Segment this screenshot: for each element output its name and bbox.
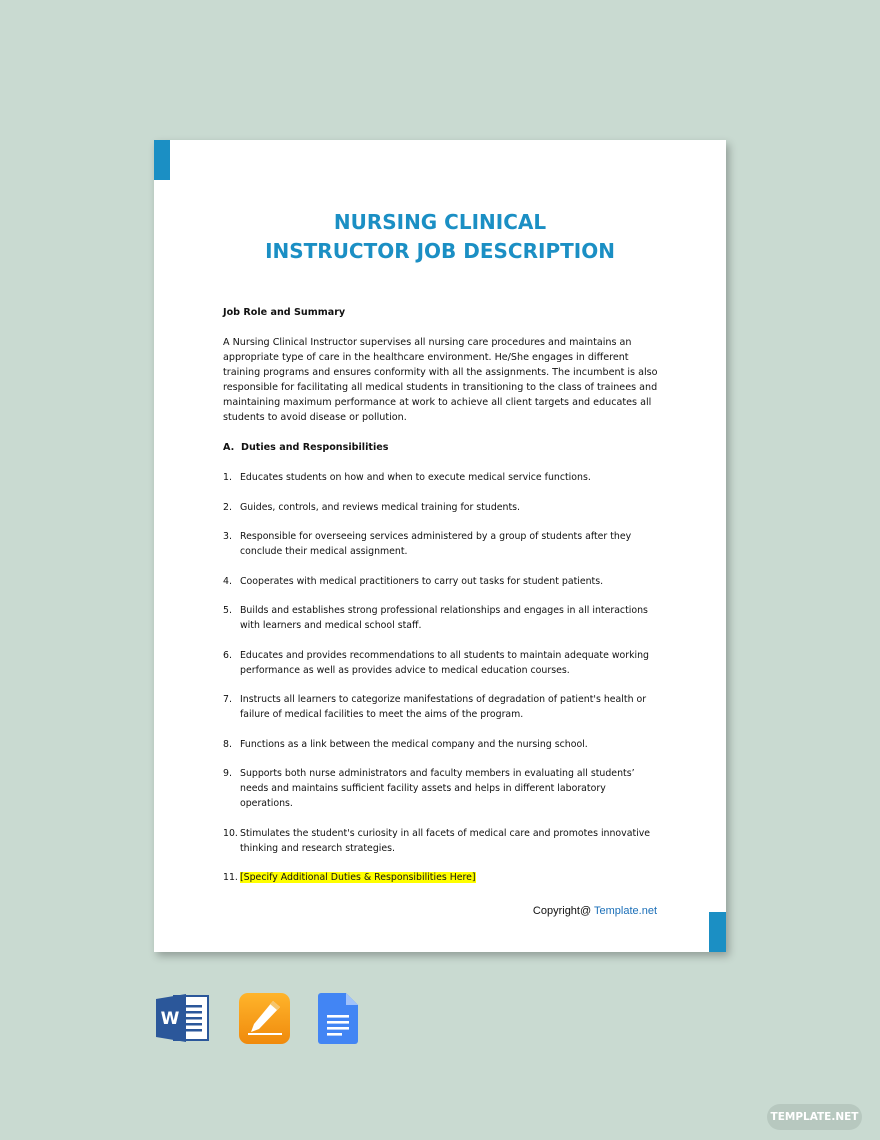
duty-item — [223, 603, 659, 633]
document-page — [154, 140, 726, 952]
duties-list — [223, 470, 659, 900]
duty-text: Educates and provides recommendations to all students to maintain adequate working performance as well as provides advice to medical education courses. — [240, 649, 650, 676]
duty-text: Supports both nurse administrators and faculty members in evaluating all students’ needs and maintains sufficient facility assets and helps in different laboratory operations. — [240, 768, 635, 809]
duty-text: Stimulates the student's curiosity in all facets of medical care and promotes innovative thinking and research strategies. — [240, 827, 651, 854]
google-docs-icon[interactable] — [318, 993, 358, 1044]
title-line-2: INSTRUCTOR JOB DESCRIPTION — [265, 239, 615, 263]
svg-text:W: W — [160, 1009, 180, 1029]
summary-heading: Job Role and Summary — [223, 307, 346, 318]
duty-text: Builds and establishes strong professional relationships and engages in all interactions with learners and medical school staff. — [240, 605, 648, 631]
title-line-1: NURSING CLINICAL — [333, 210, 547, 234]
duty-number: 9. — [223, 768, 232, 779]
template-net-watermark: TEMPLATE.NET — [767, 1104, 862, 1130]
duty-text: Educates students on how and when to execute medical service functions. — [240, 472, 591, 483]
duty-text: Instructs all learners to categorize manifestations of degradation of patient's health or failure of medical facilities to meet the aims of the program. — [240, 694, 647, 720]
duty-item — [223, 529, 659, 559]
duty-item — [223, 574, 659, 589]
pages-icon[interactable] — [239, 993, 290, 1044]
duty-item — [223, 470, 659, 485]
duty-number: 4. — [223, 575, 232, 587]
summary-paragraph: A Nursing Clinical Instructor supervises all nursing care procedures and maintains an appropriate type of care in the healthcare environment. He/She engages in different training programs and ensures conformity with all the assignments. The incumbent is also responsible for facilitating all medical students in transitioning to the class of trainees and maintaining maximum performance at work to achieve all client targets and educates all students to avoid disease or pollution. — [223, 337, 658, 423]
duty-item — [223, 692, 659, 722]
duties-letter: A. — [223, 442, 235, 453]
duty-number: 3. — [223, 531, 232, 542]
duty-number: 2. — [223, 501, 232, 513]
duty-number: 6. — [223, 649, 232, 661]
duty-number: 11. — [223, 872, 238, 883]
document-title — [154, 208, 726, 266]
copyright-prefix: Copyright@ — [532, 905, 592, 917]
copyright-link[interactable]: Template.net — [594, 905, 657, 917]
duty-text: Cooperates with medical practitioners to carry out tasks for student patients. — [240, 575, 604, 587]
duty-item — [223, 648, 659, 678]
duty-item — [223, 826, 659, 856]
duty-number: 8. — [223, 738, 232, 750]
word-icon[interactable] — [156, 993, 210, 1043]
duty-item — [223, 870, 659, 885]
copyright — [533, 905, 657, 917]
accent-bar-bottom — [709, 912, 726, 952]
duty-item — [223, 737, 659, 752]
duty-item — [223, 766, 659, 811]
duty-number: 1. — [223, 472, 232, 483]
duty-number: 7. — [223, 694, 232, 705]
duty-placeholder-text: [Specify Additional Duties & Responsibilities Here] — [240, 872, 476, 883]
duty-number: 10. — [223, 827, 238, 839]
duty-number: 5. — [223, 605, 232, 616]
duty-item — [223, 500, 659, 515]
duty-text: Guides, controls, and reviews medical training for students. — [240, 501, 521, 513]
duty-text: Responsible for overseeing services administered by a group of students after they conclude their medical assignment. — [240, 531, 632, 557]
duties-heading-text: Duties and Responsibilities — [241, 442, 389, 453]
accent-bar-top — [154, 140, 170, 180]
duty-text: Functions as a link between the medical company and the nursing school. — [240, 738, 588, 750]
duties-heading — [223, 440, 388, 455]
